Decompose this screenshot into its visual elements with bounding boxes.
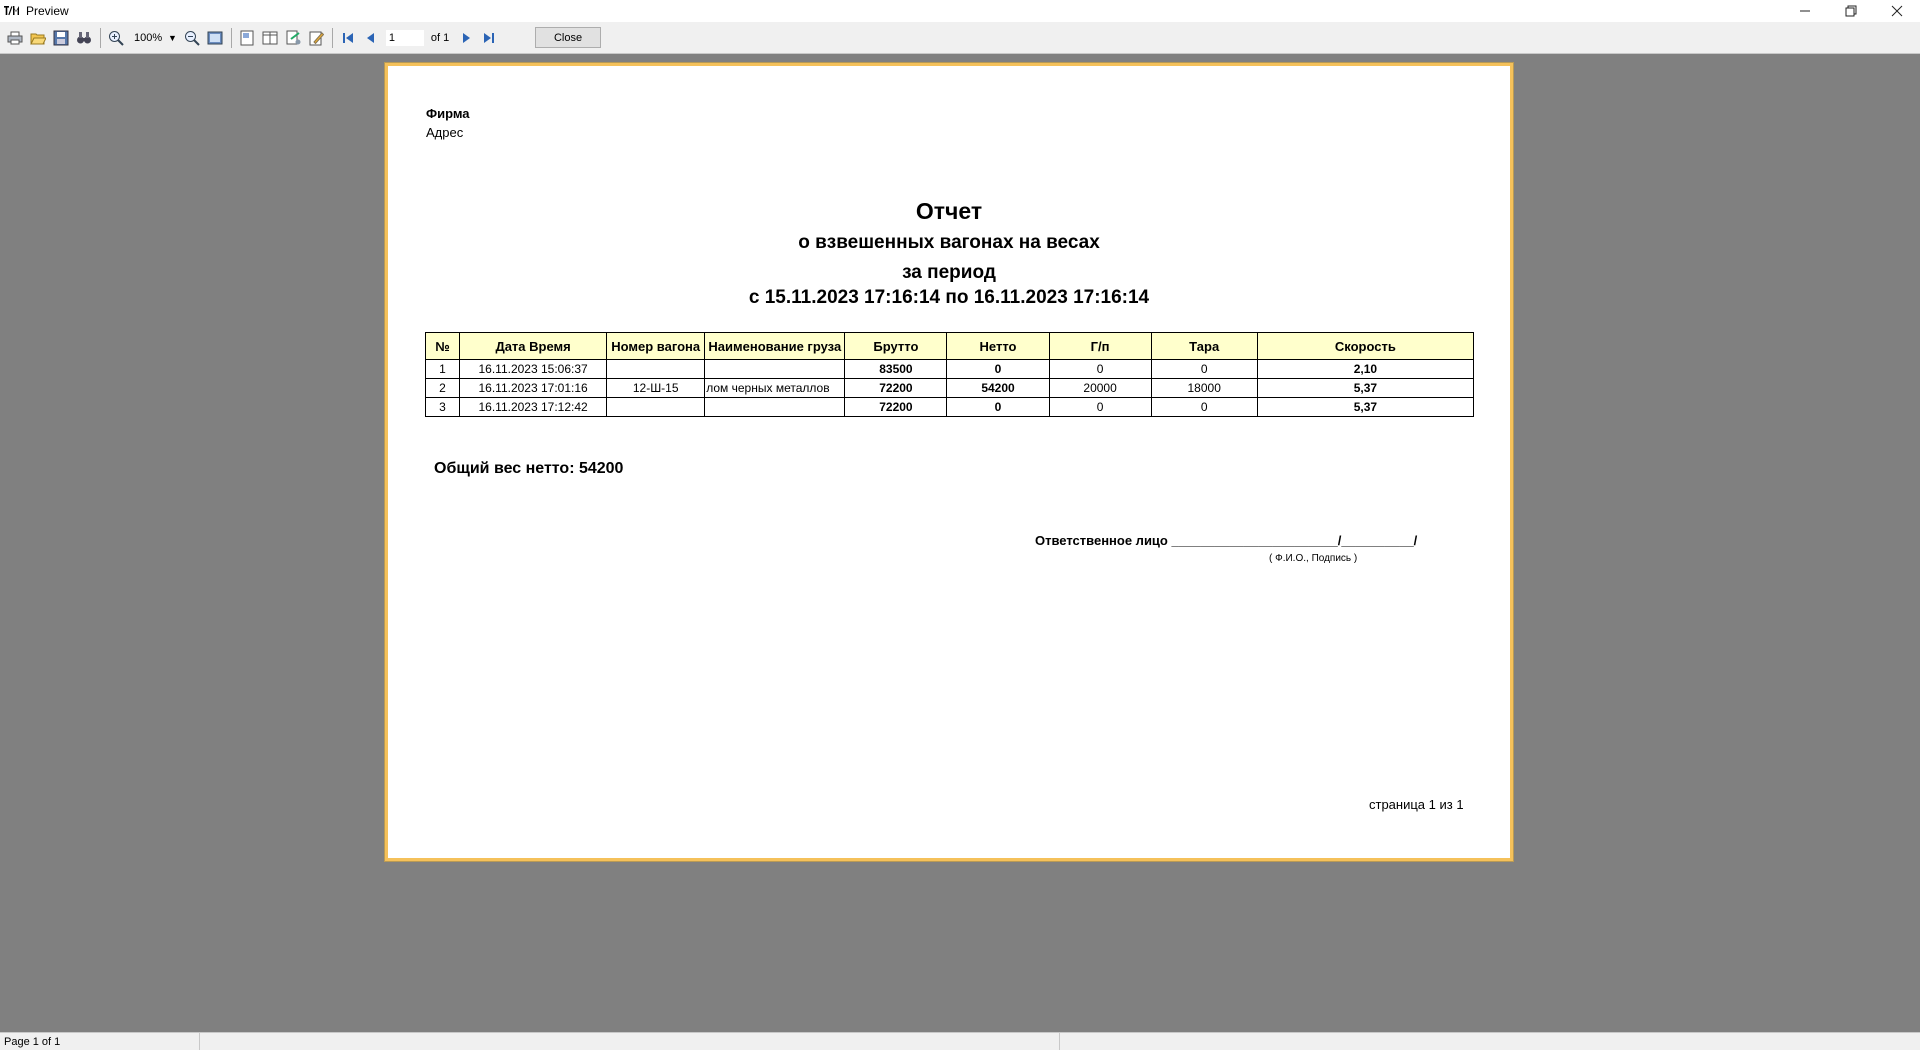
column-header: Наименование груза	[705, 333, 845, 360]
app-logo-icon	[4, 5, 20, 17]
cell-datetime: 16.11.2023 17:12:42	[460, 398, 607, 417]
report-subtitle: о взвешенных вагонах на весах	[798, 232, 1100, 253]
table-header-row	[426, 333, 1474, 360]
cell-tare: 0	[1151, 398, 1257, 417]
column-header: Дата Время	[460, 333, 607, 360]
firm-label: Фирма	[426, 106, 470, 121]
page-layout-icon[interactable]	[259, 27, 281, 49]
address-label: Адрес	[426, 125, 464, 140]
window-close-button[interactable]	[1874, 0, 1920, 22]
next-page-icon[interactable]	[455, 27, 477, 49]
cell-speed: 5,37	[1257, 398, 1473, 417]
zoom-in-icon[interactable]	[105, 27, 127, 49]
first-page-icon[interactable]	[337, 27, 359, 49]
page-count-label: of 1	[430, 31, 450, 44]
column-header: Скорость	[1257, 333, 1473, 360]
cell-cargo: лом черных металлов	[705, 379, 845, 398]
title-bar	[0, 0, 1920, 22]
table-row	[426, 360, 1474, 379]
cell-net: 0	[947, 398, 1049, 417]
page-footer: страница 1 из 1	[1369, 797, 1464, 812]
cell-net: 54200	[947, 379, 1049, 398]
cell-net: 0	[947, 360, 1049, 379]
edit-icon[interactable]	[305, 27, 327, 49]
cell-datetime: 16.11.2023 15:06:37	[460, 360, 607, 379]
responsible-person-note: ( Ф.И.О., Подпись )	[1269, 553, 1358, 564]
cell-wagon: 12-Ш-15	[607, 379, 705, 398]
report-table	[425, 332, 1474, 417]
cell-wagon	[607, 398, 705, 417]
toolbar-separator	[231, 28, 232, 48]
report-period-range: с 15.11.2023 17:16:14 по 16.11.2023 17:16:14	[748, 287, 1150, 308]
preview-workspace[interactable]	[0, 54, 1920, 1032]
status-cell-empty	[200, 1033, 1060, 1050]
zoom-out-icon[interactable]	[181, 27, 203, 49]
column-header: Брутто	[845, 333, 947, 360]
cell-cargo	[705, 398, 845, 417]
window-title: Preview	[26, 4, 69, 18]
cell-gross: 72200	[845, 379, 947, 398]
zoom-value: 100%	[134, 31, 163, 44]
cell-wagon	[607, 360, 705, 379]
close-button[interactable]: Close	[535, 27, 601, 48]
save-icon[interactable]	[50, 27, 72, 49]
find-icon[interactable]	[73, 27, 95, 49]
print-icon[interactable]	[4, 27, 26, 49]
page-number-input[interactable]	[385, 29, 425, 47]
cell-num: 3	[426, 398, 460, 417]
table-row	[426, 398, 1474, 417]
cell-gross: 72200	[845, 398, 947, 417]
column-header: №	[426, 333, 460, 360]
chevron-down-icon[interactable]: ▼	[168, 32, 177, 43]
export-icon[interactable]	[282, 27, 304, 49]
column-header: Нетто	[947, 333, 1049, 360]
cell-capacity: 20000	[1049, 379, 1151, 398]
last-page-icon[interactable]	[478, 27, 500, 49]
column-header: Г/п	[1049, 333, 1151, 360]
total-net-weight: Общий вес нетто: 54200	[434, 460, 624, 477]
cell-capacity: 0	[1049, 360, 1151, 379]
open-icon[interactable]	[27, 27, 49, 49]
status-bar	[0, 1032, 1920, 1050]
status-page-info: Page 1 of 1	[0, 1033, 200, 1050]
cell-cargo	[705, 360, 845, 379]
zoom-select[interactable]	[130, 28, 177, 48]
cell-speed: 2,10	[1257, 360, 1473, 379]
cell-speed: 5,37	[1257, 379, 1473, 398]
minimize-button[interactable]	[1782, 0, 1828, 22]
cell-num: 2	[426, 379, 460, 398]
page-settings-icon[interactable]	[236, 27, 258, 49]
column-header: Тара	[1151, 333, 1257, 360]
report-page	[385, 63, 1513, 861]
toolbar-separator	[100, 28, 101, 48]
toolbar-separator	[332, 28, 333, 48]
cell-gross: 83500	[845, 360, 947, 379]
cell-tare: 0	[1151, 360, 1257, 379]
restore-button[interactable]	[1828, 0, 1874, 22]
cell-capacity: 0	[1049, 398, 1151, 417]
toolbar	[0, 22, 1920, 54]
cell-datetime: 16.11.2023 17:01:16	[460, 379, 607, 398]
responsible-person-line: Ответственное лицо _______________________/__________/	[1035, 533, 1418, 548]
report-period-label: за период	[902, 262, 996, 283]
column-header: Номер вагона	[607, 333, 705, 360]
full-screen-icon[interactable]	[204, 27, 226, 49]
cell-tare: 18000	[1151, 379, 1257, 398]
prev-page-icon[interactable]	[360, 27, 382, 49]
report-title: Отчет	[915, 198, 983, 224]
cell-num: 1	[426, 360, 460, 379]
table-row	[426, 379, 1474, 398]
